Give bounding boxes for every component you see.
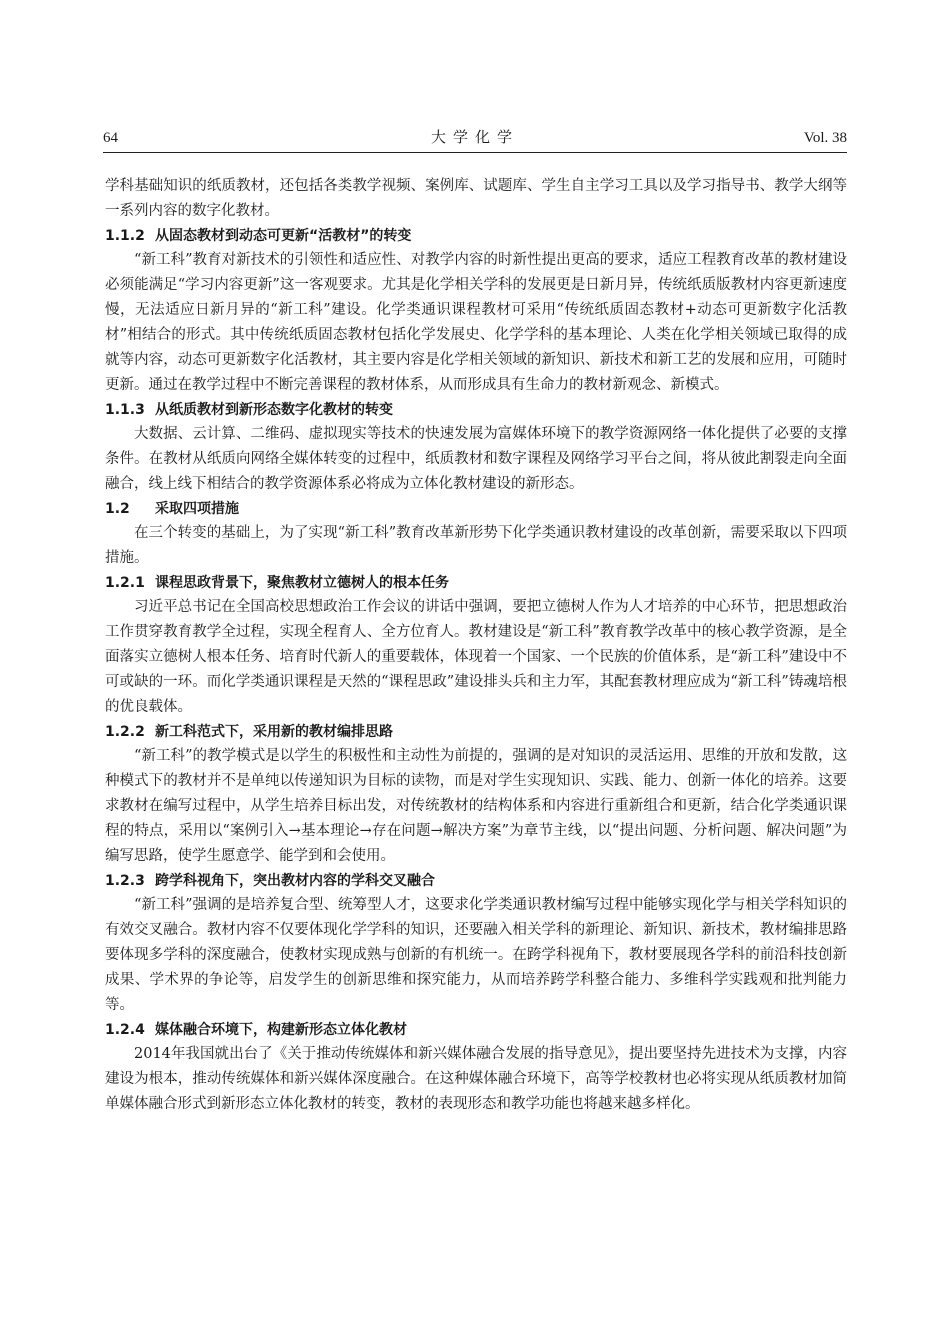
paragraph: “新工科”强调的是培养复合型、统筹型人才，这要求化学类通识教材编写过程中能够实现化学与相关学科知识的有效交叉融合。教材内容不仅要体现化学学科的知识，还要融入相关学科的新理论、新知识、新技术，教材编排思路要体现多学科的深度融合，使教材实现成熟与创新的有机统一。在跨学科视角下，教材要展现各学科的前沿科技创新成果、学术界的争论等，启发学生的创新思维和探究能力，从而培养跨学科整合能力、多维科学实践观和批判能力等。 [105, 897, 847, 1013]
section-heading [105, 571, 847, 595]
section-number: 1.1.3 [105, 402, 145, 418]
paragraph: 习近平总书记在全国高校思想政治工作会议的讲话中强调，要把立德树人作为人才培养的中心环节，把思想政治工作贯穿教育教学全过程，实现全程育人、全方位育人。教材建设是“新工科”教育教学改革中的核心教学资源，是全面落实立德树人根本任务、培育时代新人的重要载体，体现着一个国家、一个民族的价值体系，是“新工科”建设中不可或缺的一环。而化学类通识课程是天然的“课程思政”建设排头兵和主力军，其配套教材理应成为“新工科”铸魂培根的优良载体。 [105, 599, 847, 715]
page-number: 64 [103, 130, 118, 146]
paragraph: “新工科”的教学模式是以学生的积极性和主动性为前提的，强调的是对知识的灵活运用、思维的开放和发散，这种模式下的教材并不是单纯以传递知识为目标的读物，而是对学生实现知识、实践、能力、创新一体化的培养。这要求教材在编写过程中，从学生培养目标出发，对传统教材的结构体系和内容进行重新组合和更新，结合化学类通识课程的特点，采用以“案例引入→基本理论→存在问题→解决方案”为章节主线，以“提出问题、分析问题、解决问题”为编写思路，使学生愿意学、能学到和会使用。 [105, 748, 847, 864]
section-heading [105, 1018, 847, 1042]
journal-title: 大学化学 [430, 130, 519, 146]
section-number: 1.2 [105, 501, 130, 517]
section-heading [105, 398, 847, 422]
volume-label: Vol. 38 [803, 130, 847, 146]
section-title: 从固态教材到动态可更新“活教材”的转变 [155, 228, 412, 244]
paragraph: 学科基础知识的纸质教材，还包括各类教学视频、案例库、试题库、学生自主学习工具以及学习指导书、教学大纲等一系列内容的数字化教材。 [105, 178, 847, 219]
paragraph: 在三个转变的基础上，为了实现“新工科”教育改革新形势下化学类通识教材建设的改革创新，需要采取以下四项措施。 [105, 525, 847, 566]
section-title: 从纸质教材到新形态数字化教材的转变 [155, 402, 393, 418]
section-heading [105, 720, 847, 744]
section-title: 媒体融合环境下，构建新形态立体化教材 [155, 1022, 407, 1038]
section-number: 1.2.2 [105, 724, 145, 740]
running-header [103, 122, 847, 153]
section-number: 1.2.4 [105, 1022, 145, 1038]
section-title: 采取四项措施 [155, 501, 239, 517]
section-number: 1.1.2 [105, 228, 145, 244]
section-title: 新工科范式下，采用新的教材编排思路 [155, 724, 393, 740]
section-heading [105, 869, 847, 893]
section-number: 1.2.1 [105, 575, 145, 591]
section-heading [105, 497, 847, 521]
paragraph: “新工科”教育对新技术的引领性和适应性、对教学内容的时新性提出更高的要求，适应工程教育改革的教材建设必须能满足“学习内容更新”这一客观要求。尤其是化学相关学科的发展更是日新月异，传统纸质版教材内容更新速度慢，无法适应日新月异的“新工科”建设。化学类通识课程教材可采用“传统纸质固态教材+动态可更新数字化活教材”相结合的形式。其中传统纸质固态教材包括化学发展史、化学学科的基本理论、人类在化学相关领域已取得的成就等内容，动态可更新数字化活教材，其主要内容是化学相关领域的新知识、新技术和新工艺的发展和应用，可随时更新。通过在教学过程中不断完善课程的教材体系，从而形成具有生命力的教材新观念、新模式。 [105, 252, 847, 393]
article-body [105, 174, 847, 1117]
section-number: 1.2.3 [105, 873, 145, 889]
section-heading [105, 224, 847, 248]
paragraph: 2014年我国就出台了《关于推动传统媒体和新兴媒体融合发展的指导意见》，提出要坚持先进技术为支撑，内容建设为根本，推动传统媒体和新兴媒体深度融合。在这种媒体融合环境下，高等学校教材也必将实现从纸质教材加简单媒体融合形式到新形态立体化教材的转变，教材的表现形态和教学功能也将越来越多样化。 [105, 1046, 847, 1112]
paragraph: 大数据、云计算、二维码、虚拟现实等技术的快速发展为富媒体环境下的教学资源网络一体化提供了必要的支撑条件。在教材从纸质向网络全媒体转变的过程中，纸质教材和数字课程及网络学习平台之间，将从彼此割裂走向全面融合，线上线下相结合的教学资源体系必将成为立体化教材建设的新形态。 [105, 426, 847, 492]
section-title: 课程思政背景下，聚焦教材立德树人的根本任务 [155, 575, 449, 591]
section-title: 跨学科视角下，突出教材内容的学科交叉融合 [155, 873, 435, 889]
